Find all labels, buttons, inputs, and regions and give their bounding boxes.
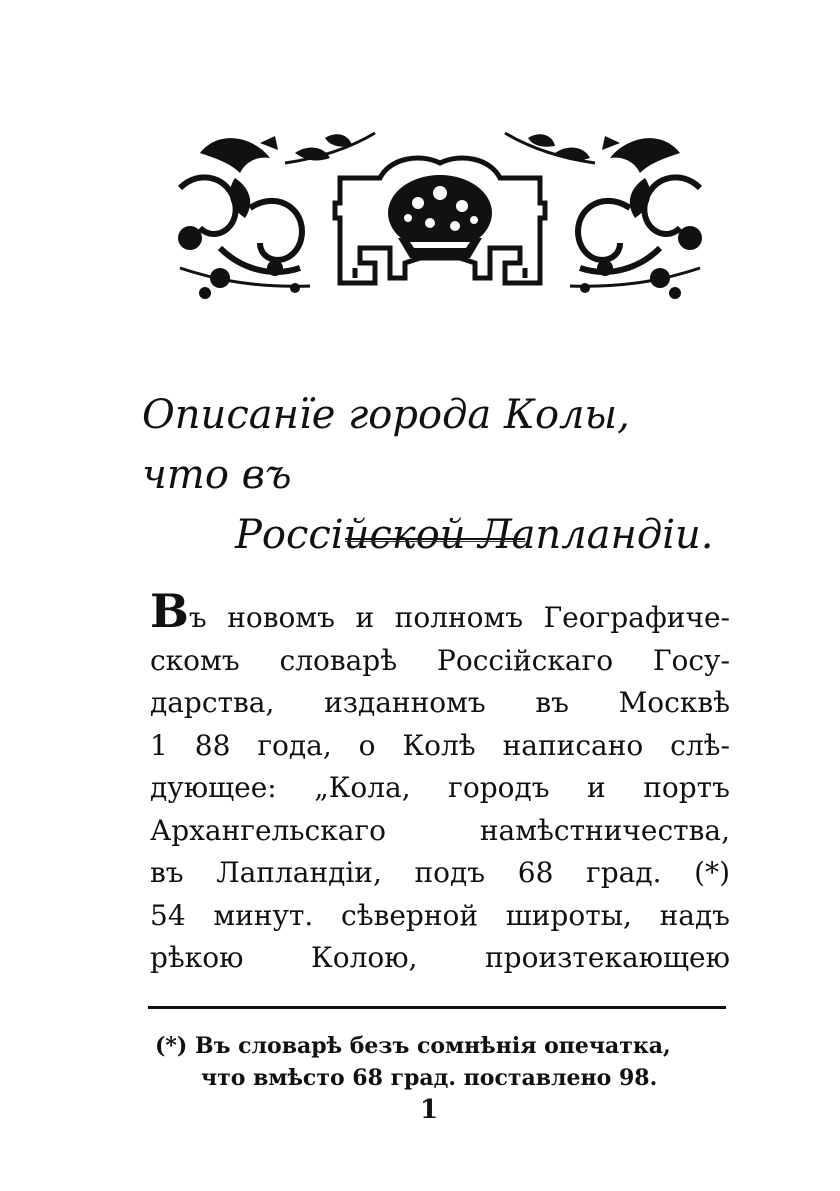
title-line-1: Описанїе города Колы, что въ (142, 392, 630, 498)
body-line-2: скомъ словарѣ Россійскаго Госу- (150, 643, 730, 677)
drop-cap: В (150, 584, 189, 638)
footnote-line-2: что вмѣсто 68 град. поставлено 98. (201, 1065, 658, 1091)
body-line-4: 1 88 года, о Колѣ написано слѣ- (150, 728, 730, 762)
body-line-1-text: ъ новомъ и полномъ Географиче- (188, 601, 730, 634)
ornamental-headpiece (160, 118, 720, 308)
body-line-3: дарства, изданномъ въ Москвѣ (150, 686, 730, 719)
body-line-7: въ Лапландіи, подъ 68 град. (*) (150, 856, 730, 889)
footnote (155, 1030, 725, 1094)
footnote-line-1: (*) Въ словарѣ безъ сомнѣнія опечатка, (155, 1033, 671, 1059)
body-line-5: дующее: „Кола, городъ и портъ (150, 771, 730, 804)
body-line-8: 54 минут. сѣверной широты, надъ (150, 898, 730, 932)
title-line-2: Россійской Лапландіи. (235, 512, 714, 558)
body-line-1 (150, 584, 730, 640)
page-number: 1 (420, 1095, 439, 1125)
body-paragraph (150, 584, 730, 980)
body-line-6: Архангельскаго намѣстничества, (150, 813, 730, 847)
footnote-divider (148, 1006, 726, 1010)
body-line-9: рѣкою Колою, произтекающею (150, 941, 730, 974)
title-divider (345, 538, 525, 542)
